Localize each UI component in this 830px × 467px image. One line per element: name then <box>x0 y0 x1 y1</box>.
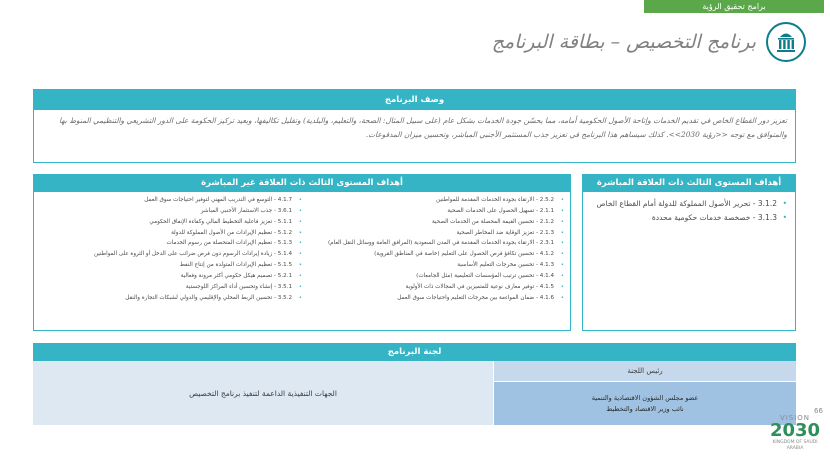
indirect-objectives-box <box>33 192 571 331</box>
direct-objectives-heading: أهداف المستوى الثالث ذات العلاقة المباشرة <box>582 174 796 192</box>
list-item: • 2.1.3 - تعزيز الوقاية ضد المخاطر الصحية <box>302 229 564 238</box>
list-item: • 5.1.1 - تعزيز فاعلية التخطيط المالي وكفاءة الإنفاق الحكومي <box>40 218 302 227</box>
list-item: • 5.1.4 - زيادة إيرادات الرسوم دون فرض ضرائب على الدخل أو الثروة على المواطنين <box>40 250 302 259</box>
list-item: • 5.1.3 - تعظيم الإيرادات المتحصلة من رسوم الخدمات <box>40 239 302 248</box>
description-text: تعزيز دور القطاع الخاص في تقديم الخدمات وإتاحة الأصول الحكومية أمامه، مما يحسّن جودة الخدمات بشكل عام (على سبيل المثال: الصحة، والتعليم، والبلدية) وتقليل تكاليفها، وبعيد تركيز الحكومة على الدور التشريعي والتنظيمي المنوط بها والمتوافق مع توجه <<رؤية 2030>>. كذلك سيساهم هذا البرنامج في تعزيز جذب المستثمر الأجنبي المباشر، وتحسين ميزان المدفوعات. <box>59 116 787 139</box>
page-title: برنامج التخصيص – بطاقة البرنامج <box>491 31 756 53</box>
logo-word: VISION <box>779 414 811 422</box>
indirect-column-right <box>302 196 564 330</box>
indirect-objectives-heading: أهداف المستوى الثالث ذات العلاقة غير المباشرة <box>33 174 571 192</box>
list-item: • 3.1.2 - تحرير الأصول المملوكة للدولة أمام القطاع الخاص <box>589 197 787 210</box>
chair-line-1: عضو مجلس الشؤون الاقتصادية والتنمية <box>591 393 699 402</box>
logo-year: 2030 <box>769 420 821 441</box>
title-row <box>492 22 806 62</box>
list-item: • 3.1.3 - خصخصة خدمات حكومية محددة <box>589 211 787 224</box>
logo-subtitle: KINGDOM OF SAUDI ARABIA <box>772 440 818 451</box>
vision-2030-logo <box>764 414 826 464</box>
chair-line-2: نائب وزير الاقتصاد والتخطيط <box>606 404 684 413</box>
list-item: • 3.5.2 - تحسين الربط المحلي والإقليمي والدولي لشبكات التجارة والنقل <box>40 294 302 303</box>
list-item: • 3.5.1 - إنشاء وتحسين أداء المراكز اللوجستية <box>40 283 302 292</box>
list-item: • 5.1.5 - تعظيم الإيرادات المتولدة من إنتاج النفط <box>40 261 302 270</box>
description-heading: وصف البرنامج <box>33 89 796 110</box>
list-item: • 3.6.1 - جذب الاستثمار الأجنبي المباشر <box>40 207 302 216</box>
chair-details <box>494 382 796 425</box>
list-item: • 2.5.2 - الارتقاء بجودة الخدمات المقدمة للمواطنين <box>302 196 564 205</box>
direct-objectives-list <box>589 197 787 224</box>
list-item: • 2.1.2 - تحسين القيمة المحصلة من الخدمات الصحية <box>302 218 564 227</box>
list-item: • 2.3.1 - الارتقاء بجودة الخدمات المقدمة في المدن السعودية (المرافق العامة ووسائل النقل العام) <box>302 239 564 248</box>
committee-heading: لجنة البرنامج <box>33 343 796 361</box>
list-item: • 4.1.3 - تحسين مخرجات التعليم الأساسية <box>302 261 564 270</box>
executing-entities-cell: الجهات التنفيذية الداعمة لتنفيذ برنامج التخصيص <box>33 361 493 425</box>
list-item: • 4.1.7 - التوسع في التدريب المهني لتوفير احتياجات سوق العمل <box>40 196 302 205</box>
list-item: • 4.1.5 - توفير معارف نوعية للمتميزين في المجالات ذات الأولوية <box>302 283 564 292</box>
page-number: 66 <box>814 407 823 415</box>
committee-table <box>33 361 796 425</box>
list-item: • 2.1.1 - تسهيل الحصول على الخدمات الصحية <box>302 207 564 216</box>
indirect-column-left <box>40 196 302 330</box>
list-item: • 5.2.1 - تصميم هيكل حكومي أكثر مرونة وفعالية <box>40 272 302 281</box>
list-item: • 4.1.2 - تحسين تكافؤ فرص الحصول على التعليم (خاصة في المناطق القروية) <box>302 250 564 259</box>
chair-heading: رئيس اللجنة <box>494 361 796 381</box>
direct-objectives-box <box>582 192 796 331</box>
list-item: • 4.1.6 - ضمان المواءمة بين مخرجات التعليم واحتياجات سوق العمل <box>302 294 564 303</box>
list-item: • 4.1.4 - تحسين ترتيب المؤسسات التعليمية (مثل الجامعات) <box>302 272 564 281</box>
government-building-icon <box>766 22 806 62</box>
program-tag: برامج تحقيق الرؤية <box>644 0 824 13</box>
description-box <box>33 110 796 163</box>
list-item: • 5.1.2 - تعظيم الإيرادات من الأصول المملوكة للدولة <box>40 229 302 238</box>
